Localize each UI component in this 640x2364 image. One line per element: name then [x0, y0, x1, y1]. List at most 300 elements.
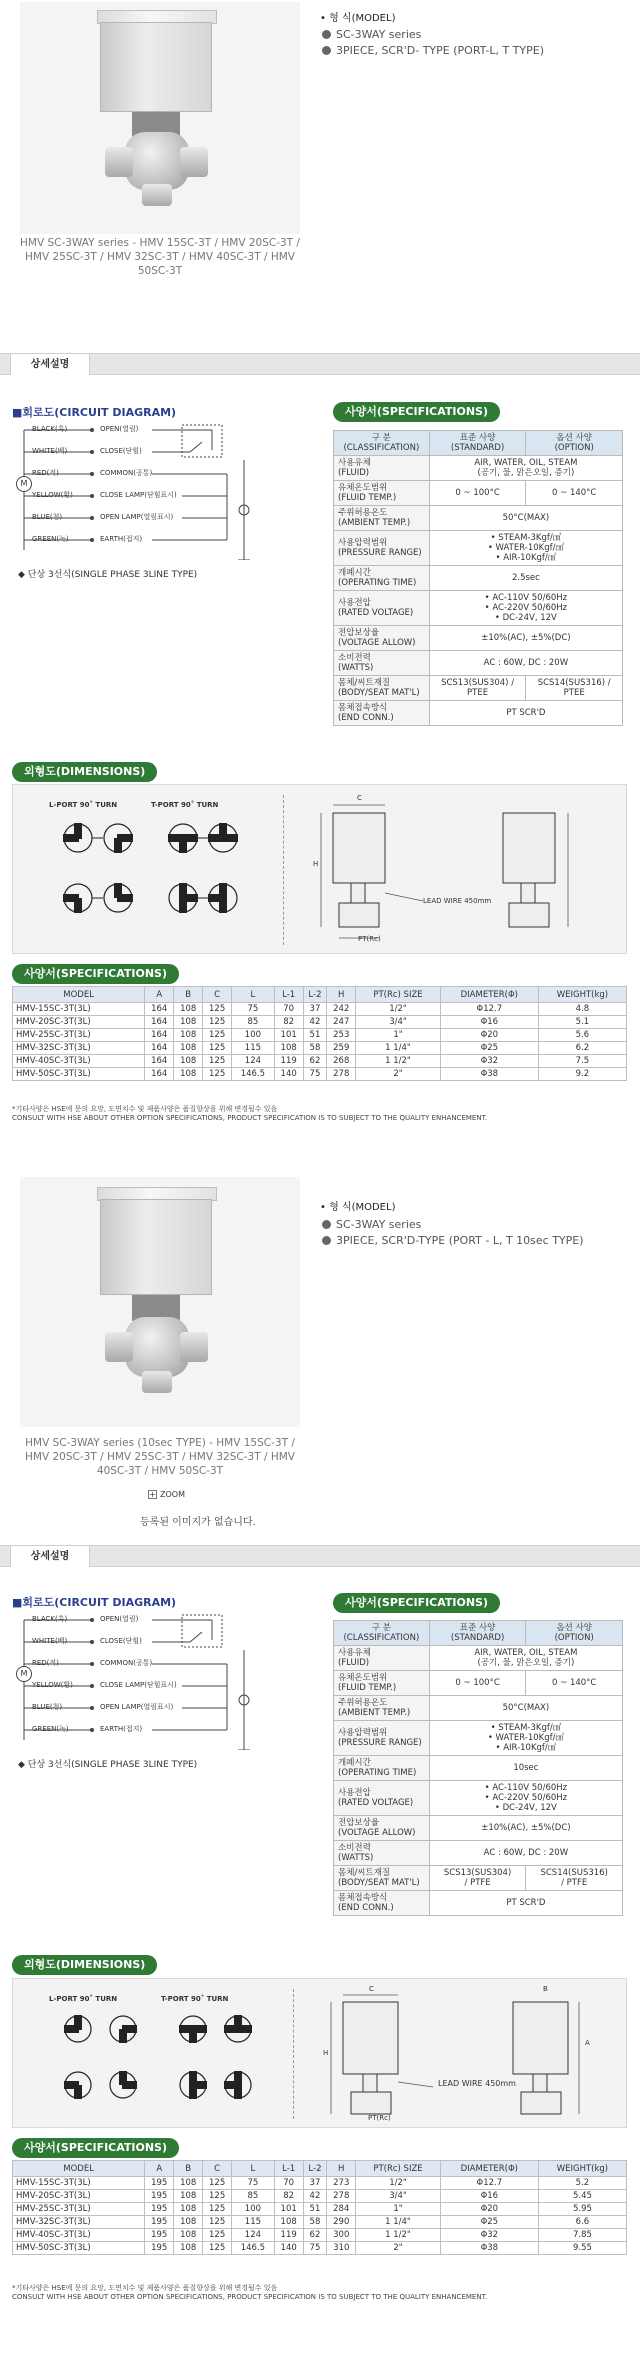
dim-header-row	[13, 2161, 627, 2177]
dim-header-cell: L-1	[274, 987, 303, 1003]
spec-row	[334, 701, 623, 726]
dim-cell: 58	[303, 2216, 327, 2229]
dim-cell: 108	[174, 1055, 203, 1068]
dim-header-cell: MODEL	[13, 987, 145, 1003]
dimensions-title: 외형도(DIMENSIONS)	[12, 1955, 157, 1975]
dim-header-cell: C	[203, 987, 232, 1003]
spec-value: AIR, WATER, OIL, STEAM (공기, 물, 맑은오일, 증기)	[429, 456, 622, 481]
dim-cell: 108	[174, 2177, 203, 2190]
spec-row	[334, 1696, 623, 1721]
dim-cell: 164	[145, 1042, 174, 1055]
dim-cell: 108	[274, 2216, 303, 2229]
dim-cell: 100	[232, 2203, 275, 2216]
spec-value: 50°C(MAX)	[429, 1696, 622, 1721]
product-photo	[20, 2, 300, 234]
dim-cell: 7.85	[538, 2229, 626, 2242]
dim-cell: 85	[232, 2190, 275, 2203]
tab-details[interactable]: 상세설명	[10, 1545, 90, 1567]
spec-value: AC : 60W, DC : 20W	[429, 651, 622, 676]
spec-row	[334, 456, 623, 481]
dim-cell: Φ16	[440, 2190, 538, 2203]
dim-cell: 108	[174, 2203, 203, 2216]
dim-row	[13, 2190, 627, 2203]
dim-cell: Φ12.7	[440, 1003, 538, 1016]
circuit-title: ■회로도(CIRCUIT DIAGRAM)	[12, 1596, 177, 1609]
dim-cell: HMV-15SC-3T(3L)	[13, 1003, 145, 1016]
spec-header-cell: 표준 사양 (STANDARD)	[429, 1621, 526, 1646]
signal-label: OPEN LAMP(열림표시)	[100, 1703, 174, 1711]
dim-cell: 6.2	[538, 1042, 626, 1055]
signal-label: OPEN LAMP(열림표시)	[100, 513, 174, 521]
valve-port-left	[105, 1332, 133, 1362]
model-line: SC-3WAY series	[322, 1218, 421, 1231]
spec-value: PT SCR'D	[429, 1891, 622, 1916]
dim-cell: 1"	[356, 1029, 441, 1042]
wire-label: BLACK(흑)	[32, 1615, 68, 1623]
dim-cell: 284	[327, 2203, 356, 2216]
dim-cell: 278	[327, 1068, 356, 1081]
dim-cell: 125	[203, 2177, 232, 2190]
dim-cell: 164	[145, 1003, 174, 1016]
spec-key: 몸체/씨트재질 (BODY/SEAT MAT'L)	[334, 1866, 430, 1891]
dim-header-cell: H	[327, 987, 356, 1003]
spec-key: 사용압력범위 (PRESSURE RANGE)	[334, 531, 430, 566]
dim-header-cell: H	[327, 2161, 356, 2177]
dim-cell: 164	[145, 1068, 174, 1081]
dim-header-cell: L-2	[303, 2161, 327, 2177]
dimension-table	[12, 2160, 627, 2255]
h-label: H	[313, 860, 319, 868]
dim-cell: 108	[174, 2242, 203, 2255]
dim-cell: HMV-40SC-3T(3L)	[13, 1055, 145, 1068]
dim-cell: 1/2"	[356, 1003, 441, 1016]
dim-cell: 2"	[356, 2242, 441, 2255]
dim-row	[13, 2203, 627, 2216]
spec-header-row	[334, 1621, 623, 1646]
dim-cell: 108	[174, 1068, 203, 1081]
dim-cell: 1"	[356, 2203, 441, 2216]
spec-header-cell: 구 분 (CLASSIFICATION)	[334, 431, 430, 456]
dim-row	[13, 1029, 627, 1042]
actuator-housing	[100, 22, 212, 112]
c-label: C	[357, 794, 362, 802]
valve-port-bottom	[142, 1371, 172, 1393]
dim-header-cell: MODEL	[13, 2161, 145, 2177]
spec-value: ±10%(AC), ±5%(DC)	[429, 1816, 622, 1841]
dim-cell: Φ25	[440, 1042, 538, 1055]
dim-cell: 195	[145, 2242, 174, 2255]
spec-key: 개폐시간 (OPERATING TIME)	[334, 1756, 430, 1781]
spec-row	[334, 676, 623, 701]
spec-value: • AC-110V 50/60Hz • AC-220V 50/60Hz • DC-24V, 12V	[429, 591, 622, 626]
dim-cell: 108	[174, 1016, 203, 1029]
dim-cell: 7.5	[538, 1055, 626, 1068]
dim-header-cell: WEIGHT(kg)	[538, 2161, 626, 2177]
dim-cell: HMV-32SC-3T(3L)	[13, 1042, 145, 1055]
dim-cell: 82	[274, 2190, 303, 2203]
dim-cell: 195	[145, 2203, 174, 2216]
spec-title-table: 사양서(SPECIFICATIONS)	[12, 2138, 179, 2158]
t-port-label: T-PORT 90˚ TURN	[151, 801, 219, 809]
spec-row	[334, 1721, 623, 1756]
dim-cell: 4.8	[538, 1003, 626, 1016]
dim-row	[13, 2242, 627, 2255]
spec-row	[334, 626, 623, 651]
dim-cell: 1 1/4"	[356, 2216, 441, 2229]
section-band	[0, 353, 640, 375]
panel-divider	[283, 795, 284, 945]
dim-cell: Φ32	[440, 2229, 538, 2242]
spec-value: 50°C(MAX)	[429, 506, 622, 531]
spec-row	[334, 1646, 623, 1671]
spec-row	[334, 651, 623, 676]
a-label: A	[585, 2039, 590, 2047]
dim-cell: 1/2"	[356, 2177, 441, 2190]
product-photo	[20, 1177, 300, 1427]
dimension-table	[12, 986, 627, 1081]
dim-header-cell: L-1	[274, 2161, 303, 2177]
dimensions-title: 외형도(DIMENSIONS)	[12, 762, 157, 782]
spec-value: 0 ~ 100°C	[429, 481, 526, 506]
dim-cell: 5.45	[538, 2190, 626, 2203]
spec-value: SCS13(SUS304) / PTEE	[429, 676, 526, 701]
dim-header-cell: B	[174, 2161, 203, 2177]
dim-cell: 195	[145, 2229, 174, 2242]
dim-cell: 124	[232, 2229, 275, 2242]
dim-cell: 125	[203, 2216, 232, 2229]
spec-value: AIR, WATER, OIL, STEAM (공기, 물, 맑은오일, 증기)	[429, 1646, 622, 1671]
dim-note: *기타사양은 HSE에 문의 요망, 도면치수 및 제품사양은 품질향상을 위해 변경될수 있음	[12, 1105, 278, 1113]
section-band	[0, 1545, 640, 1567]
dim-cell: Φ38	[440, 1068, 538, 1081]
dim-header-row	[13, 987, 627, 1003]
dim-cell: 1 1/2"	[356, 1055, 441, 1068]
spec-row	[334, 531, 623, 566]
dim-cell: 108	[174, 2216, 203, 2229]
dim-cell: 100	[232, 1029, 275, 1042]
spec-key: 사용유체 (FLUID)	[334, 456, 430, 481]
actuator-housing	[100, 1199, 212, 1295]
dim-header-cell: WEIGHT(kg)	[538, 987, 626, 1003]
dim-cell: 108	[174, 2229, 203, 2242]
spec-value: AC : 60W, DC : 20W	[429, 1841, 622, 1866]
dim-cell: 146.5	[232, 1068, 275, 1081]
dim-cell: 119	[274, 1055, 303, 1068]
dim-cell: 164	[145, 1029, 174, 1042]
dim-cell: 5.95	[538, 2203, 626, 2216]
dim-cell: HMV-40SC-3T(3L)	[13, 2229, 145, 2242]
pt-label: PT(Rc)	[368, 2114, 391, 2122]
wire-label: WHITE(백)	[32, 447, 68, 455]
lead-wire-label: LEAD WIRE 450mm	[438, 2079, 516, 2088]
valve-port-bottom	[142, 184, 172, 206]
dim-header-cell: C	[203, 2161, 232, 2177]
dim-cell: 75	[232, 1003, 275, 1016]
dim-cell: Φ20	[440, 2203, 538, 2216]
spec-key: 몸체/씨트재질 (BODY/SEAT MAT'L)	[334, 676, 430, 701]
dim-cell: 75	[303, 2242, 327, 2255]
dim-cell: HMV-20SC-3T(3L)	[13, 1016, 145, 1029]
dim-cell: Φ25	[440, 2216, 538, 2229]
l-port-label: L-PORT 90˚ TURN	[49, 801, 118, 809]
dim-cell: 37	[303, 2177, 327, 2190]
dim-cell: 310	[327, 2242, 356, 2255]
dim-cell: 5.6	[538, 1029, 626, 1042]
valve-port-right	[180, 147, 208, 177]
spec-key: 전압보상율 (VOLTAGE ALLOW)	[334, 1816, 430, 1841]
spec-value: 0 ~ 100°C	[429, 1671, 526, 1696]
spec-row	[334, 566, 623, 591]
dim-cell: 108	[174, 1042, 203, 1055]
signal-label: COMMON(공통)	[100, 469, 153, 477]
dim-cell: 9.2	[538, 1068, 626, 1081]
dim-header-cell: PT(Rc) SIZE	[356, 2161, 441, 2177]
c-label: C	[369, 1985, 374, 1993]
dim-row	[13, 2177, 627, 2190]
dim-cell: Φ38	[440, 2242, 538, 2255]
valve-port-right	[180, 1332, 208, 1362]
b-label: B	[543, 1985, 548, 1993]
dim-cell: 9.55	[538, 2242, 626, 2255]
dim-cell: 58	[303, 1042, 327, 1055]
spec-key: 소비전력 (WATTS)	[334, 651, 430, 676]
circuit-diagram	[12, 1610, 322, 1750]
dim-cell: 124	[232, 1055, 275, 1068]
dim-header-cell: B	[174, 987, 203, 1003]
dim-cell: Φ16	[440, 1016, 538, 1029]
dim-cell: 51	[303, 1029, 327, 1042]
spec-row	[334, 1841, 623, 1866]
dim-cell: 140	[274, 1068, 303, 1081]
zoom-icon: +	[149, 1490, 156, 1499]
dim-cell: 3/4"	[356, 1016, 441, 1029]
dim-cell: 242	[327, 1003, 356, 1016]
spec-row	[334, 1816, 623, 1841]
wire-label: BLUE(청)	[32, 513, 63, 521]
dim-cell: HMV-50SC-3T(3L)	[13, 1068, 145, 1081]
dim-note: CONSULT WITH HSE ABOUT OTHER OPTION SPECIFICATIONS, PRODUCT SPECIFICATION IS TO SUBJECT TO THE QUALITY ENHANCEMENT.	[12, 1114, 488, 1122]
dim-cell: 101	[274, 1029, 303, 1042]
dimension-drawing	[313, 793, 613, 953]
dim-cell: 253	[327, 1029, 356, 1042]
dim-cell: 125	[203, 1055, 232, 1068]
signal-label: OPEN(열림)	[100, 1615, 139, 1623]
spec-title-table: 사양서(SPECIFICATIONS)	[12, 964, 179, 984]
dim-cell: 42	[303, 1016, 327, 1029]
signal-label: CLOSE LAMP(닫힘표시)	[100, 1681, 177, 1689]
dim-cell: 70	[274, 2177, 303, 2190]
dim-header-cell: PT(Rc) SIZE	[356, 987, 441, 1003]
circuit-title: ■회로도(CIRCUIT DIAGRAM)	[12, 406, 177, 419]
wire-label: WHITE(백)	[32, 1637, 68, 1645]
dim-cell: Φ32	[440, 1055, 538, 1068]
signal-label: CLOSE(닫힘)	[100, 447, 142, 455]
spec-title: 사양서(SPECIFICATIONS)	[333, 1593, 500, 1613]
spec-table	[333, 1620, 623, 1916]
dim-cell: 259	[327, 1042, 356, 1055]
wire-label: GREEN(녹)	[32, 1725, 69, 1733]
dim-header-cell: DIAMETER(Φ)	[440, 2161, 538, 2177]
dim-cell: 42	[303, 2190, 327, 2203]
spec-key: 유체온도범위 (FLUID TEMP.)	[334, 1671, 430, 1696]
dim-cell: 62	[303, 1055, 327, 1068]
spec-key: 유체온도범위 (FLUID TEMP.)	[334, 481, 430, 506]
dim-cell: 108	[174, 1029, 203, 1042]
spec-row	[334, 591, 623, 626]
dim-cell: 164	[145, 1016, 174, 1029]
dim-cell: 82	[274, 1016, 303, 1029]
dimensions-panel	[12, 1978, 627, 2128]
spec-value: SCS14(SUS316) / PTEE	[526, 676, 623, 701]
dim-cell: 125	[203, 2229, 232, 2242]
spec-key: 사용압력범위 (PRESSURE RANGE)	[334, 1721, 430, 1756]
l-port-label: L-PORT 90˚ TURN	[49, 1995, 118, 2003]
spec-key: 몸체접속방식 (END CONN.)	[334, 1891, 430, 1916]
product-caption: HMV SC-3WAY series (10sec TYPE) - HMV 15SC-3T / HMV 20SC-3T / HMV 25SC-3T / HMV 32SC-3T / HMV 40SC-3T / HMV 50SC-3T	[25, 1437, 295, 1477]
dim-cell: 125	[203, 2190, 232, 2203]
dim-cell: 268	[327, 1055, 356, 1068]
wire-label: RED(적)	[32, 1659, 59, 1667]
dim-row	[13, 2229, 627, 2242]
spec-header-cell: 옵션 사양 (OPTION)	[526, 1621, 623, 1646]
circuit-note: ◆ 단상 3선식(SINGLE PHASE 3LINE TYPE)	[18, 1760, 198, 1770]
dim-note: CONSULT WITH HSE ABOUT OTHER OPTION SPECIFICATIONS, PRODUCT SPECIFICATION IS TO SUBJECT TO THE QUALITY ENHANCEMENT.	[12, 2293, 488, 2301]
dim-header-cell: A	[145, 2161, 174, 2177]
wire-label: GREEN(녹)	[32, 535, 69, 543]
spec-key: 주위허용온도 (AMBIENT TEMP.)	[334, 506, 430, 531]
model-heading: • 형 식(MODEL)	[320, 1202, 396, 1213]
spec-header-row	[334, 431, 623, 456]
signal-label: CLOSE(닫힘)	[100, 1637, 142, 1645]
spec-title: 사양서(SPECIFICATIONS)	[333, 402, 500, 422]
dim-cell: HMV-25SC-3T(3L)	[13, 2203, 145, 2216]
spec-table	[333, 430, 623, 726]
dim-cell: 300	[327, 2229, 356, 2242]
dim-cell: 125	[203, 1042, 232, 1055]
dim-cell: 125	[203, 1068, 232, 1081]
dim-cell: HMV-25SC-3T(3L)	[13, 1029, 145, 1042]
spec-key: 몸체접속방식 (END CONN.)	[334, 701, 430, 726]
pt-label: PT(Rc)	[358, 935, 381, 943]
dim-cell: 75	[303, 1068, 327, 1081]
product-caption: HMV SC-3WAY series - HMV 15SC-3T / HMV 20SC-3T / HMV 25SC-3T / HMV 32SC-3T / HMV 40SC-3T / HMV 50SC-3T	[20, 237, 300, 277]
dim-cell: 5.1	[538, 1016, 626, 1029]
dim-cell: HMV-15SC-3T(3L)	[13, 2177, 145, 2190]
dimension-drawing	[323, 1987, 613, 2127]
spec-row	[334, 1781, 623, 1816]
dim-cell: 101	[274, 2203, 303, 2216]
dim-cell: 125	[203, 2242, 232, 2255]
dim-cell: 1 1/4"	[356, 1042, 441, 1055]
dim-cell: 6.6	[538, 2216, 626, 2229]
spec-key: 개폐시간 (OPERATING TIME)	[334, 566, 430, 591]
spec-row	[334, 1866, 623, 1891]
no-image-text: 등록된 이미지가 없습니다.	[140, 1517, 256, 1528]
valve-port-left	[105, 147, 133, 177]
dim-row	[13, 1055, 627, 1068]
wire-label: BLUE(청)	[32, 1703, 63, 1711]
dim-row	[13, 1042, 627, 1055]
model-line: 3PIECE, SCR'D-TYPE (PORT - L, T 10sec TYPE)	[322, 1234, 584, 1247]
spec-value: 2.5sec	[429, 566, 622, 591]
spec-value: ±10%(AC), ±5%(DC)	[429, 626, 622, 651]
dim-cell: 108	[174, 1003, 203, 1016]
dim-cell: 5.2	[538, 2177, 626, 2190]
dim-header-cell: A	[145, 987, 174, 1003]
dim-cell: 125	[203, 1003, 232, 1016]
model-line: SC-3WAY series	[322, 28, 421, 41]
spec-row	[334, 1671, 623, 1696]
spec-row	[334, 481, 623, 506]
dim-cell: 273	[327, 2177, 356, 2190]
dim-cell: 2"	[356, 1068, 441, 1081]
dim-cell: 125	[203, 1016, 232, 1029]
dim-cell: HMV-20SC-3T(3L)	[13, 2190, 145, 2203]
h-label: H	[323, 2049, 329, 2057]
port-diagrams	[43, 813, 273, 943]
dim-cell: HMV-50SC-3T(3L)	[13, 2242, 145, 2255]
dim-cell: 140	[274, 2242, 303, 2255]
signal-label: COMMON(공통)	[100, 1659, 153, 1667]
dim-cell: 62	[303, 2229, 327, 2242]
port-diagrams	[43, 2007, 283, 2127]
spec-value: 10sec	[429, 1756, 622, 1781]
spec-value: • AC-110V 50/60Hz • AC-220V 50/60Hz • DC-24V, 12V	[429, 1781, 622, 1816]
circuit-note: ◆ 단상 3선식(SINGLE PHASE 3LINE TYPE)	[18, 570, 198, 580]
dim-row	[13, 1003, 627, 1016]
spec-header-cell: 표준 사양 (STANDARD)	[429, 431, 526, 456]
dim-cell: 37	[303, 1003, 327, 1016]
dim-note: *기타사양은 HSE에 문의 요망, 도면치수 및 제품사양은 품질향상을 위해 변경될수 있음	[12, 2284, 278, 2292]
spec-value: • STEAM-3Kgf/㎠ • WATER-10Kgf/㎠ • AIR-10Kgf/㎠	[429, 531, 622, 566]
dim-cell: 115	[232, 1042, 275, 1055]
dim-cell: 85	[232, 1016, 275, 1029]
signal-label: OPEN(열림)	[100, 425, 139, 433]
dim-header-cell: DIAMETER(Φ)	[440, 987, 538, 1003]
dim-cell: 51	[303, 2203, 327, 2216]
wire-label: YELLOW(황)	[32, 1681, 73, 1689]
spec-key: 전압보상율 (VOLTAGE ALLOW)	[334, 626, 430, 651]
dim-cell: 3/4"	[356, 2190, 441, 2203]
signal-label: EARTH(접지)	[100, 535, 143, 543]
dim-cell: 247	[327, 1016, 356, 1029]
motor-symbol: M	[16, 1666, 32, 1682]
dim-cell: 108	[174, 2190, 203, 2203]
spec-header-cell: 구 분 (CLASSIFICATION)	[334, 1621, 430, 1646]
dim-cell: 195	[145, 2216, 174, 2229]
spec-value: • STEAM-3Kgf/㎠ • WATER-10Kgf/㎠ • AIR-10Kgf/㎠	[429, 1721, 622, 1756]
dim-header-cell: L	[232, 987, 275, 1003]
wire-label: YELLOW(황)	[32, 491, 73, 499]
spec-row	[334, 506, 623, 531]
tab-details[interactable]: 상세설명	[10, 353, 90, 375]
dimensions-panel	[12, 784, 627, 954]
dim-cell: Φ12.7	[440, 2177, 538, 2190]
dim-cell: 119	[274, 2229, 303, 2242]
dim-cell: 1 1/2"	[356, 2229, 441, 2242]
wire-label: BLACK(흑)	[32, 425, 68, 433]
dim-cell: 70	[274, 1003, 303, 1016]
dim-cell: 75	[232, 2177, 275, 2190]
dim-row	[13, 1016, 627, 1029]
dim-header-cell: L-2	[303, 987, 327, 1003]
dim-row	[13, 1068, 627, 1081]
dim-cell: 195	[145, 2190, 174, 2203]
lead-wire-label: LEAD WIRE 450mm	[423, 897, 492, 905]
zoom-button[interactable]: + ZOOM	[149, 1490, 185, 1499]
spec-value: SCS13(SUS304) / PTFE	[429, 1866, 526, 1891]
spec-value: 0 ~ 140°C	[526, 481, 623, 506]
